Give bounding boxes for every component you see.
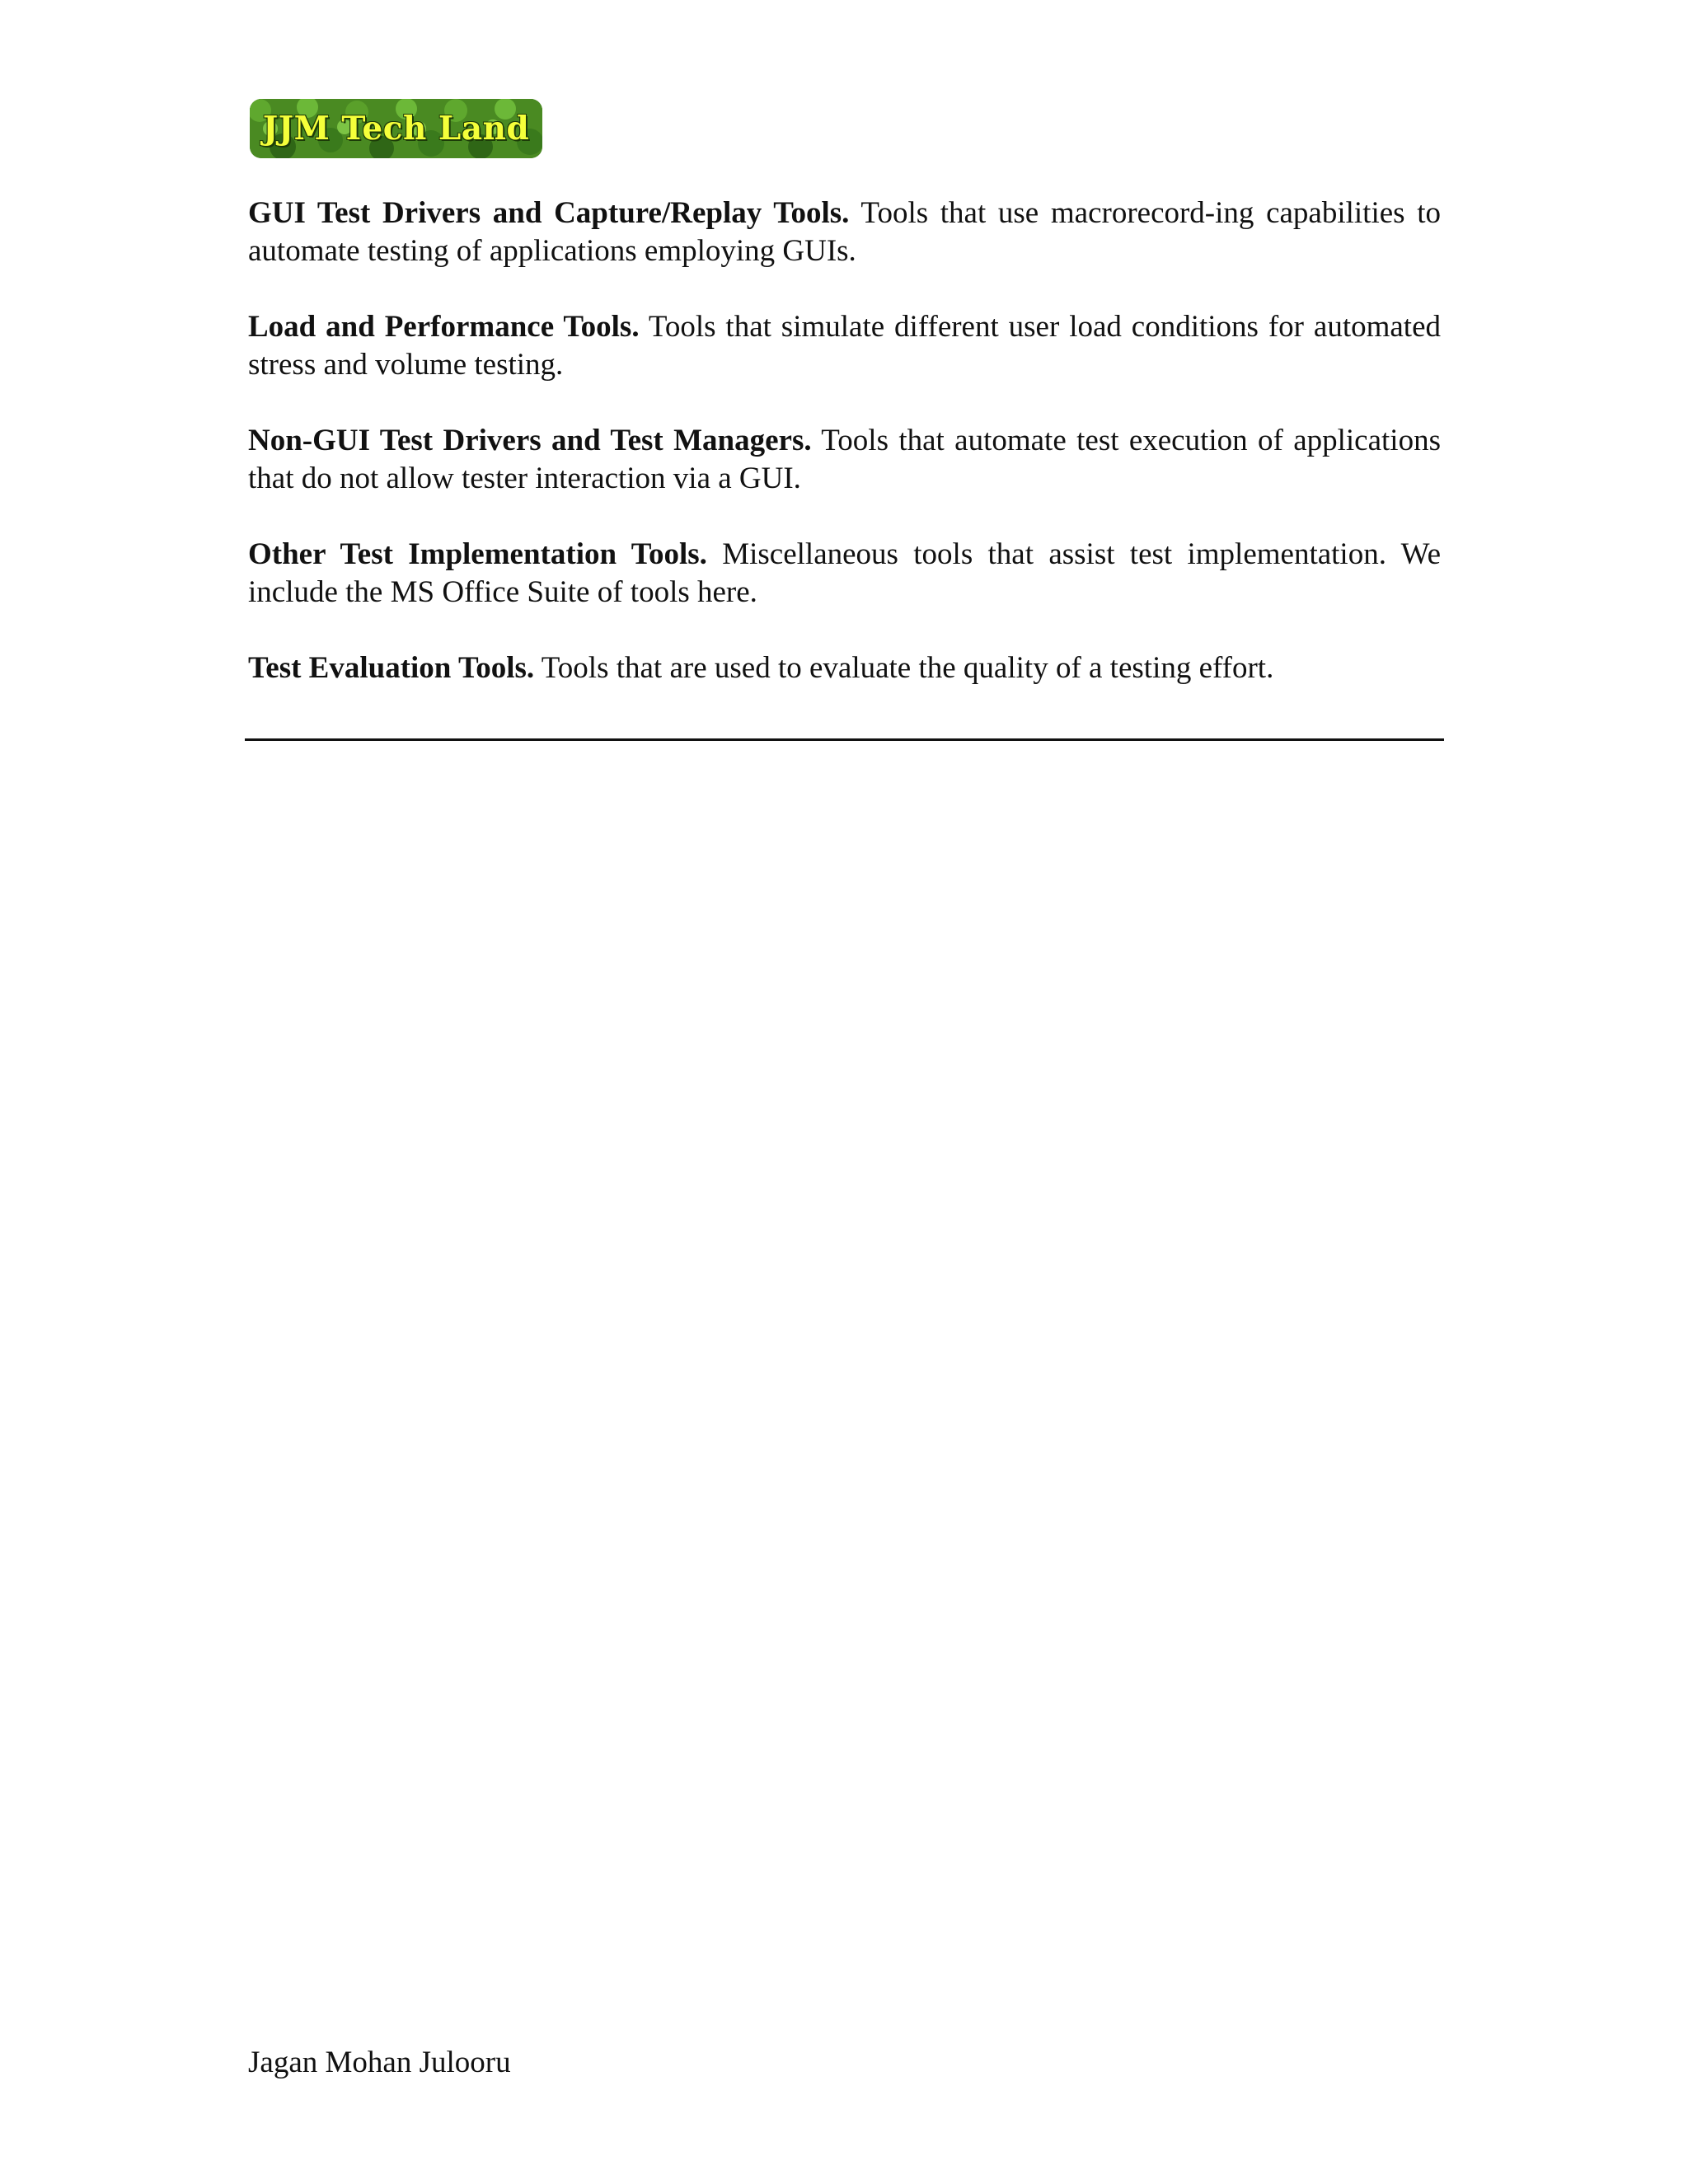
glossary-entry bbox=[248, 308, 1441, 384]
entry-description: Tools that automate test execution of applications that do not allow tester interaction via a GUI. bbox=[248, 424, 1441, 495]
entry-term: Non-GUI Test Drivers and Test Managers. bbox=[248, 424, 812, 457]
entry-description: Tools that use macrorecord-ing capabilities to automate testing of applications employing GUIs. bbox=[248, 196, 1441, 268]
glossary-entry bbox=[248, 536, 1441, 612]
entry-description: Tools that are used to evaluate the quality of a testing effort. bbox=[541, 651, 1274, 685]
entry-description: Miscellaneous tools that assist test implementation. We include the MS Office Suite of tools here. bbox=[248, 537, 1441, 609]
entry-term: GUI Test Drivers and Capture/Replay Tools. bbox=[248, 196, 850, 230]
jjm-tech-land-logo bbox=[250, 99, 542, 158]
entry-term: Other Test Implementation Tools. bbox=[248, 537, 707, 571]
horizontal-divider bbox=[245, 738, 1444, 741]
logo-text: JJM Tech Land bbox=[262, 110, 530, 148]
glossary-list bbox=[248, 194, 1441, 725]
glossary-entry bbox=[248, 649, 1441, 687]
glossary-entry bbox=[248, 194, 1441, 270]
entry-description: Tools that simulate different user load conditions for automated stress and volume testing. bbox=[248, 310, 1442, 382]
entry-term: Test Evaluation Tools. bbox=[248, 651, 535, 685]
entry-term: Load and Performance Tools. bbox=[248, 310, 640, 344]
glossary-entry bbox=[248, 422, 1441, 498]
footer-author: Jagan Mohan Julooru bbox=[248, 2046, 511, 2079]
